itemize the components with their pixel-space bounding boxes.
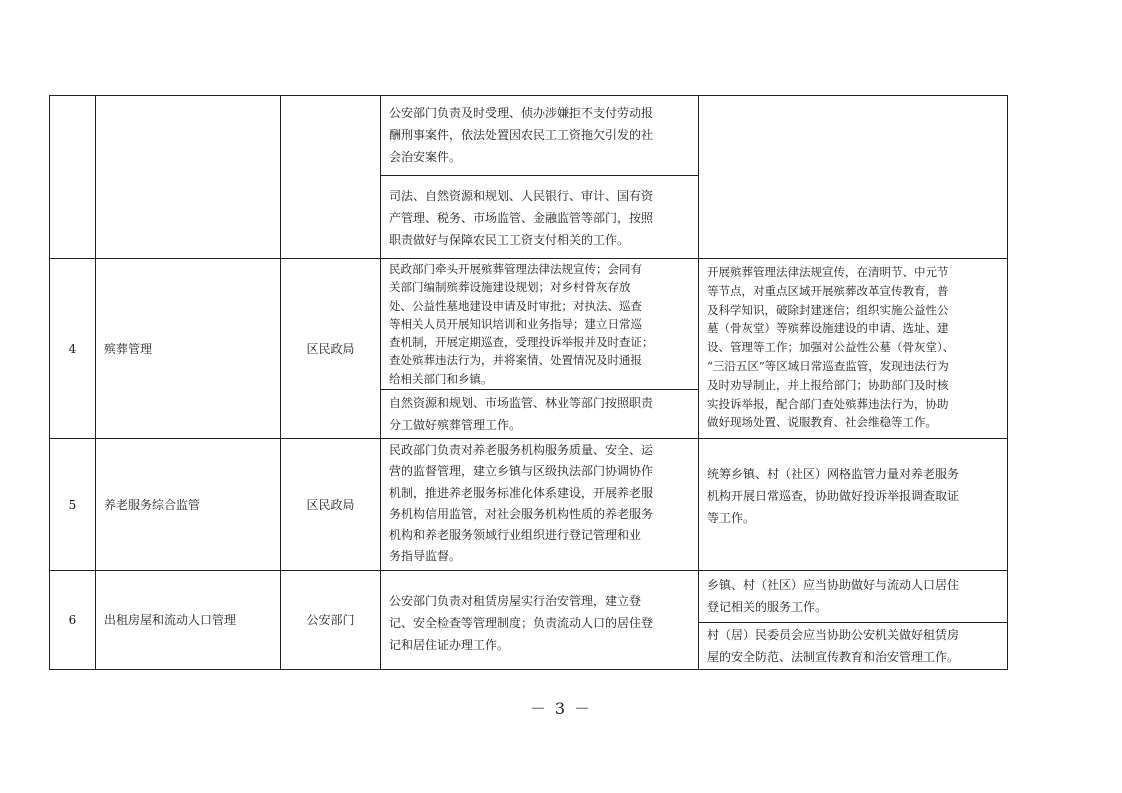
row-township-text: [699, 102, 1007, 252]
row-dept: 区民政局: [306, 341, 355, 356]
row-dept: 公安部门: [306, 613, 355, 627]
page-number: － 3 －: [529, 699, 593, 718]
row-item: 出租房屋和流动人口管理: [104, 613, 237, 627]
row-duty-text: 民政部门牵头开展殡葬管理法律法规宣传；会同有 关部门编制殡葬设施建设规划；对乡村骨灰存放 处、公益性墓地建设申请及时审批；对执法、巡查 等相关人员开展知识培训和业务指导；建立日常巡 查机制，开展定期巡查，受理投诉举报并及时查证； 查处殡葬违法行为，并将案情、处置情况及时通报 给相关部门和乡镇。: [389, 262, 654, 386]
row-dept: [281, 96, 380, 258]
row-index: 6: [68, 613, 77, 627]
row-duty-text: 公安部门负责及时受理、侦办涉嫌拒不支付劳动报 酬刑事案件，依法处置因农民工工资拖欠引发的社 会治安案件。: [389, 106, 654, 164]
row-item: [96, 96, 280, 258]
row-item: 殡葬管理: [104, 341, 153, 356]
row-dept: 区民政局: [306, 497, 355, 512]
row-township-text: 统筹乡镇、村（社区）网格监管力量对养老服务 机构开展日常巡查，协助做好投诉举报调查取证 等工作。: [707, 467, 960, 525]
row-index: [50, 96, 95, 258]
row-index: 5: [68, 497, 77, 512]
row-duty-text: 自然资源和规划、市场监管、林业等部门按照职责 分工做好殡葬管理工作。: [389, 396, 654, 432]
row-duty-text: 司法、自然资源和规划、人民银行、审计、国有资 产管理、税务、市场监管、金融监管等部门，按照 职责做好与保障农民工工资支付相关的工作。: [389, 189, 654, 247]
row-township-text: 村（居）民委员会应当协助公安机关做好租赁房 屋的安全防范、法制宣传教育和治安管理工作。: [707, 628, 960, 664]
row-duty-text: 民政部门负责对养老服务机构服务质量、安全、运 营的监督管理，建立乡镇与区级执法部门协调协作 机制，推进养老服务标准化体系建设，开展养老服 务机构信用监管，对社会服务机构性质的养老服务 机构和养老服务领域行业组织进行登记管理和业 务指导监督。: [389, 443, 654, 564]
row-township-text: 开展殡葬管理法律法规宣传，在清明节、中元节 等节点，对重点区域开展殡葬改革宣传教育，普 及科学知识，破除封建迷信；组织实施公益性公 墓（骨灰堂）等殡葬设施建设的申请、选址、建 设、管理等工作；加强对公益性公墓（骨灰堂）、 “三沿五区”等区域日常巡查监管，发现违法行为 及时劝导制止，并上报给部门；协助部门及时核 实投诉举报，配合部门查处殡葬违法行为，协助 做好现场处置、说服教育、社会维稳等工作。: [707, 265, 955, 430]
row-township-text: 乡镇、村（社区）应当协助做好与流动人口居住 登记相关的服务工作。: [707, 578, 960, 614]
row-duty-text: 公安部门负责对租赁房屋实行治安管理，建立登 记、安全检查等管理制度；负责流动人口的居住登 记和居住证办理工作。: [389, 594, 654, 652]
row-item: 养老服务综合监管: [104, 497, 201, 512]
row-index: 4: [68, 341, 77, 356]
